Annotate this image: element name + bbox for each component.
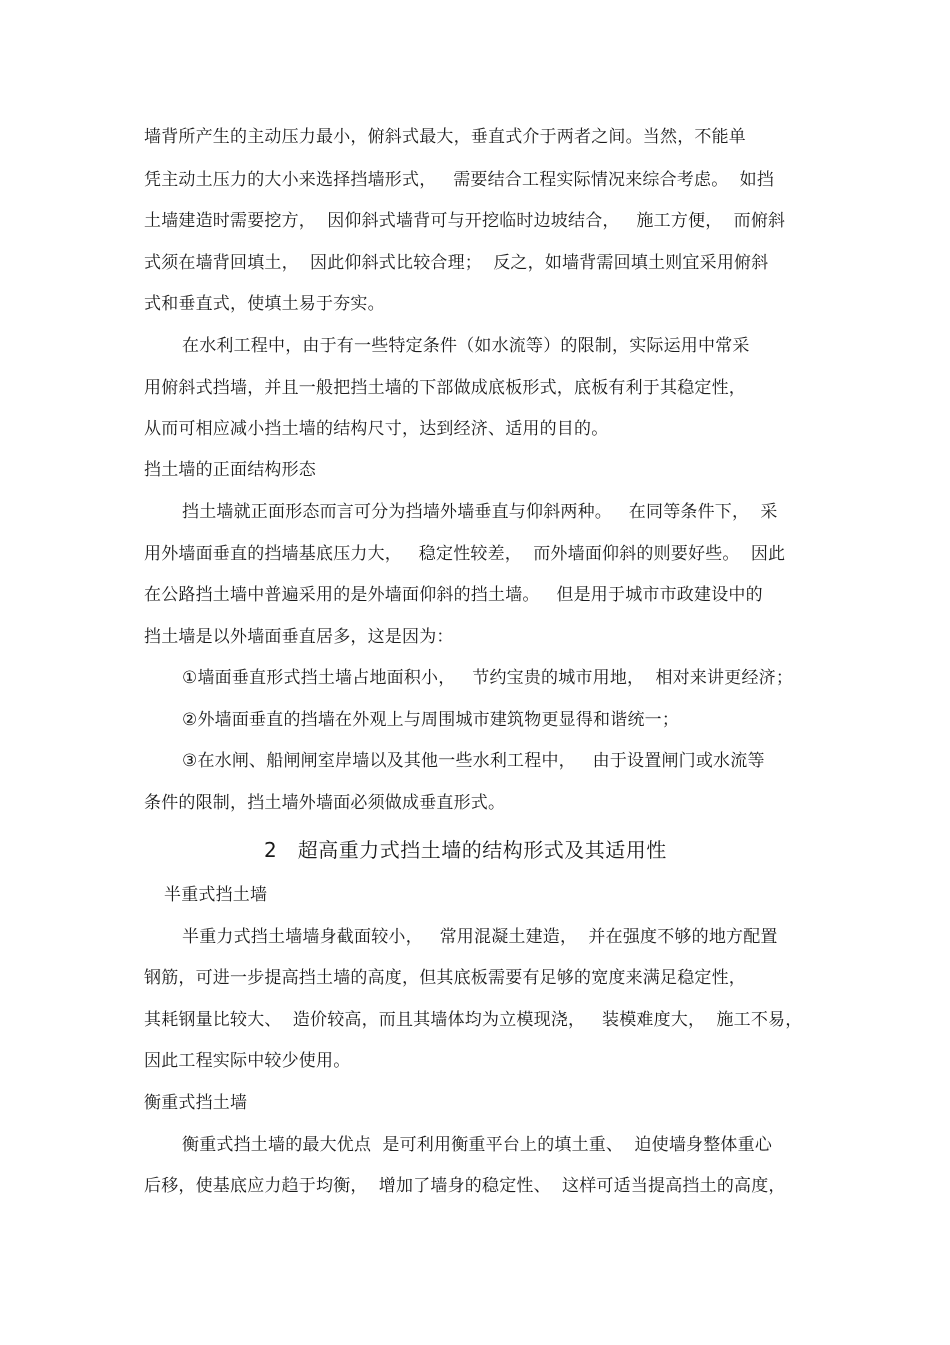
paragraph-line: 式须在墙背回填土， 因此仰斜式比较合理； 反之，如墙背需回填土则宜采用俯斜 <box>144 253 769 273</box>
paragraph-line: 后移，使基底应力趋于均衡， 增加了墙身的稳定性、 这样可适当提高挡土的高度， <box>144 1176 786 1196</box>
paragraph-line: 因此工程实际中较少使用。 <box>144 1051 351 1071</box>
section-heading: 2 超高重力式挡土墙的结构形式及其适用性 <box>264 838 667 862</box>
paragraph-line: 用俯斜式挡墙，并且一般把挡土墙的下部做成底板形式，底板有利于其稳定性， <box>144 378 746 398</box>
paragraph-line: 挡土墙是以外墙面垂直居多，这是因为： <box>144 627 454 647</box>
paragraph-line: 其耗钢量比较大、 造价较高，而且其墙体均为立模现浇， 装模难度大， 施工不易， <box>144 1010 803 1030</box>
list-item: ③在水闸、船闸闸室岸墙以及其他一些水利工程中， 由于设置闸门或水流等 <box>182 751 765 771</box>
paragraph-line: 钢筋，可进一步提高挡土墙的高度，但其底板需要有足够的宽度来满足稳定性， <box>144 968 746 988</box>
paragraph-line: 土墙建造时需要挖方， 因仰斜式墙背可与开挖临时边坡结合， 施工方便， 而俯斜 <box>144 211 786 231</box>
list-item: ①墙面垂直形式挡土墙占地面积小， 节约宝贵的城市用地， 相对来讲更经济； <box>182 668 794 688</box>
paragraph-line: 在水利工程中，由于有一些特定条件（如水流等）的限制，实际运用中常采 <box>182 336 750 356</box>
paragraph-line: 墙背所产生的主动压力最小，俯斜式最大，垂直式介于两者之间。当然，不能单 <box>144 127 746 147</box>
paragraph-line: 在公路挡土墙中普遍采用的是外墙面仰斜的挡土墙。 但是用于城市市政建设中的 <box>144 585 763 605</box>
paragraph-line: 从而可相应减小挡土墙的结构尺寸，达到经济、适用的目的。 <box>144 419 609 439</box>
paragraph-line: 半重力式挡土墙墙身截面较小， 常用混凝土建造， 并在强度不够的地方配置 <box>182 927 778 947</box>
list-item: ②外墙面垂直的挡墙在外观上与周围城市建筑物更显得和谐统一； <box>182 710 680 730</box>
subheading: 半重式挡土墙 <box>164 885 268 905</box>
list-item-continuation: 条件的限制，挡土墙外墙面必须做成垂直形式。 <box>144 793 506 813</box>
subheading: 衡重式挡土墙 <box>144 1093 248 1113</box>
paragraph-line: 式和垂直式，使填土易于夯实。 <box>144 294 385 314</box>
subheading: 挡土墙的正面结构形态 <box>144 460 316 480</box>
paragraph-line: 挡土墙就正面形态而言可分为挡墙外墙垂直与仰斜两种。 在同等条件下， 采 <box>182 502 778 522</box>
paragraph-line: 凭主动土压力的大小来选择挡墙形式， 需要结合工程实际情况来综合考虑。 如挡 <box>144 170 775 190</box>
paragraph-line: 衡重式挡土墙的最大优点 是可利用衡重平台上的填土重、 迫使墙身整体重心 <box>182 1135 773 1155</box>
paragraph-line: 用外墙面垂直的挡墙基底压力大， 稳定性较差， 而外墙面仰斜的则要好些。 因此 <box>144 544 786 564</box>
